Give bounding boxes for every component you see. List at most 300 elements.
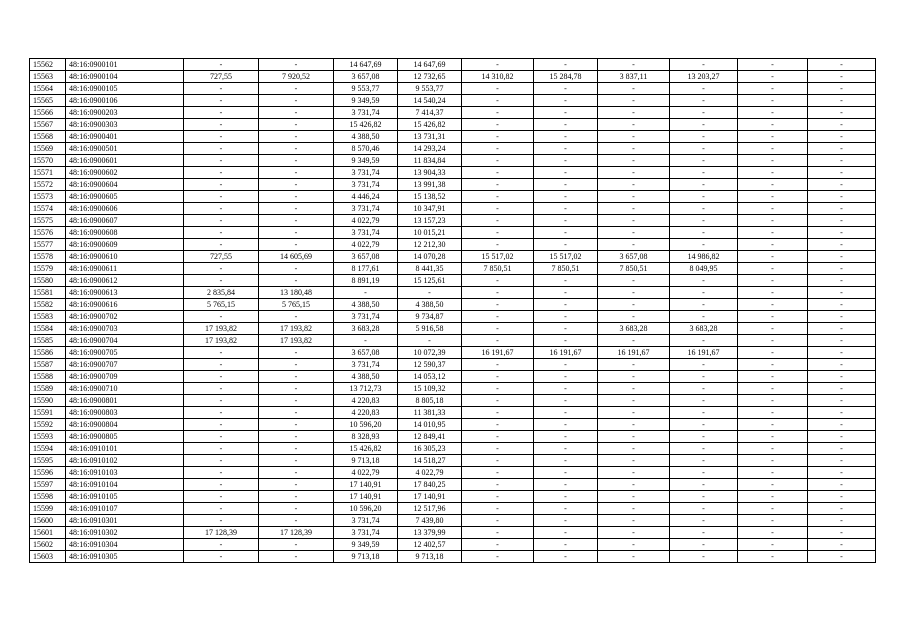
value-cell: -	[259, 419, 334, 431]
value-cell: -	[462, 143, 534, 155]
value-cell: -	[534, 95, 598, 107]
value-cell: -	[462, 407, 534, 419]
cadastral-number-cell: 48:16:0900606	[66, 203, 184, 215]
value-cell: -	[462, 299, 534, 311]
row-number-cell: 15594	[30, 443, 66, 455]
value-cell: -	[184, 167, 259, 179]
cadastral-number-cell: 48:16:0900104	[66, 71, 184, 83]
value-cell: -	[598, 167, 670, 179]
value-cell: -	[259, 239, 334, 251]
table-row	[30, 371, 876, 383]
cadastral-number-cell: 48:16:0910301	[66, 515, 184, 527]
value-cell: -	[184, 263, 259, 275]
value-cell: -	[184, 83, 259, 95]
row-number-cell: 15582	[30, 299, 66, 311]
value-cell: -	[259, 467, 334, 479]
value-cell: 7 920,52	[259, 71, 334, 83]
table-row	[30, 503, 876, 515]
value-cell: -	[598, 275, 670, 287]
row-number-cell: 15583	[30, 311, 66, 323]
value-cell: -	[259, 107, 334, 119]
cadastral-number-cell: 48:16:0900611	[66, 263, 184, 275]
value-cell: -	[738, 107, 808, 119]
table-row	[30, 179, 876, 191]
table-row	[30, 407, 876, 419]
value-cell: -	[462, 539, 534, 551]
value-cell: -	[184, 311, 259, 323]
table-row	[30, 419, 876, 431]
value-cell: -	[598, 539, 670, 551]
value-cell: -	[462, 551, 534, 563]
value-cell: -	[184, 203, 259, 215]
value-cell: -	[598, 479, 670, 491]
value-cell: -	[462, 359, 534, 371]
value-cell: -	[534, 131, 598, 143]
value-cell: -	[738, 239, 808, 251]
value-cell: -	[259, 143, 334, 155]
cadastral-number-cell: 48:16:0910105	[66, 491, 184, 503]
value-cell: -	[184, 119, 259, 131]
value-cell: -	[808, 323, 876, 335]
value-cell: -	[598, 155, 670, 167]
value-cell: -	[462, 323, 534, 335]
value-cell: -	[808, 407, 876, 419]
value-cell: 14 010,95	[398, 419, 462, 431]
value-cell: -	[598, 287, 670, 299]
value-cell: -	[184, 539, 259, 551]
value-cell: -	[738, 407, 808, 419]
value-cell: 4 220,83	[334, 407, 398, 419]
table-row	[30, 491, 876, 503]
value-cell: 13 712,73	[334, 383, 398, 395]
row-number-cell: 15584	[30, 323, 66, 335]
value-cell: -	[808, 215, 876, 227]
value-cell: -	[259, 191, 334, 203]
value-cell: -	[184, 455, 259, 467]
value-cell: -	[670, 155, 738, 167]
value-cell: -	[184, 491, 259, 503]
value-cell: 3 657,08	[598, 251, 670, 263]
value-cell: -	[259, 215, 334, 227]
value-cell: 16 191,67	[670, 347, 738, 359]
value-cell: -	[670, 167, 738, 179]
value-cell: -	[808, 455, 876, 467]
value-cell: 5 765,15	[259, 299, 334, 311]
value-cell: -	[670, 143, 738, 155]
value-cell: -	[184, 143, 259, 155]
row-number-cell: 15602	[30, 539, 66, 551]
value-cell: 13 379,99	[398, 527, 462, 539]
cadastral-number-cell: 48:16:0900803	[66, 407, 184, 419]
value-cell: -	[259, 443, 334, 455]
value-cell: -	[738, 59, 808, 71]
cadastral-number-cell: 48:16:0910102	[66, 455, 184, 467]
table-row	[30, 347, 876, 359]
value-cell: 3 731,74	[334, 227, 398, 239]
value-cell: -	[462, 527, 534, 539]
cadastral-number-cell: 48:16:0900704	[66, 335, 184, 347]
value-cell: -	[184, 407, 259, 419]
value-cell: -	[184, 347, 259, 359]
cadastral-number-cell: 48:16:0910104	[66, 479, 184, 491]
value-cell: -	[670, 215, 738, 227]
row-number-cell: 15572	[30, 179, 66, 191]
value-cell: -	[259, 227, 334, 239]
value-cell: -	[670, 383, 738, 395]
value-cell: -	[808, 347, 876, 359]
value-cell: -	[738, 83, 808, 95]
value-cell: -	[808, 527, 876, 539]
cadastral-number-cell: 48:16:0910305	[66, 551, 184, 563]
value-cell: -	[184, 95, 259, 107]
value-cell: -	[670, 491, 738, 503]
value-cell: -	[259, 311, 334, 323]
value-cell: -	[808, 227, 876, 239]
value-cell: 4 022,79	[334, 467, 398, 479]
value-cell: -	[670, 407, 738, 419]
value-cell: 9 553,77	[334, 83, 398, 95]
value-cell: -	[738, 167, 808, 179]
value-cell: -	[259, 539, 334, 551]
value-cell: -	[670, 419, 738, 431]
value-cell: -	[670, 479, 738, 491]
value-cell: 10 596,20	[334, 419, 398, 431]
value-cell: 4 388,50	[334, 131, 398, 143]
value-cell: -	[808, 503, 876, 515]
value-cell: -	[259, 515, 334, 527]
cadastral-number-cell: 48:16:0900601	[66, 155, 184, 167]
value-cell: 3 731,74	[334, 203, 398, 215]
cadastral-number-cell: 48:16:0900804	[66, 419, 184, 431]
value-cell: -	[259, 383, 334, 395]
value-cell: -	[184, 179, 259, 191]
value-cell: -	[670, 299, 738, 311]
table-row	[30, 323, 876, 335]
table-row	[30, 359, 876, 371]
value-cell: -	[598, 59, 670, 71]
value-cell: -	[808, 71, 876, 83]
value-cell: -	[670, 467, 738, 479]
value-cell: 8 441,35	[398, 263, 462, 275]
value-cell: -	[670, 95, 738, 107]
value-cell: -	[808, 59, 876, 71]
value-cell: -	[184, 371, 259, 383]
value-cell: -	[462, 167, 534, 179]
value-cell: 14 518,27	[398, 455, 462, 467]
value-cell: 12 402,57	[398, 539, 462, 551]
value-cell: -	[462, 155, 534, 167]
cadastral-number-cell: 48:16:0900203	[66, 107, 184, 119]
value-cell: 4 022,79	[334, 215, 398, 227]
value-cell: -	[670, 131, 738, 143]
cadastral-number-cell: 48:16:0910302	[66, 527, 184, 539]
value-cell: 3 657,08	[334, 347, 398, 359]
value-cell: -	[598, 419, 670, 431]
value-cell: -	[184, 107, 259, 119]
value-cell: -	[670, 443, 738, 455]
cadastral-number-cell: 48:16:0900616	[66, 299, 184, 311]
value-cell: -	[259, 263, 334, 275]
value-cell: -	[738, 539, 808, 551]
value-cell: -	[670, 395, 738, 407]
value-cell: 16 191,67	[462, 347, 534, 359]
value-cell: -	[534, 311, 598, 323]
value-cell: -	[670, 59, 738, 71]
value-cell: 17 193,82	[259, 335, 334, 347]
value-cell: -	[738, 299, 808, 311]
value-cell: -	[184, 419, 259, 431]
value-cell: -	[462, 59, 534, 71]
cadastral-number-cell: 48:16:0910107	[66, 503, 184, 515]
value-cell: -	[808, 431, 876, 443]
value-cell: -	[670, 287, 738, 299]
table-row	[30, 395, 876, 407]
row-number-cell: 15600	[30, 515, 66, 527]
value-cell: 12 517,96	[398, 503, 462, 515]
value-cell: -	[334, 335, 398, 347]
value-cell: -	[534, 527, 598, 539]
value-cell: 8 805,18	[398, 395, 462, 407]
value-cell: -	[738, 191, 808, 203]
value-cell: -	[598, 227, 670, 239]
table-row	[30, 239, 876, 251]
value-cell: -	[184, 59, 259, 71]
table-row	[30, 107, 876, 119]
value-cell: 4 220,83	[334, 395, 398, 407]
row-number-cell: 15575	[30, 215, 66, 227]
value-cell: -	[738, 287, 808, 299]
value-cell: -	[598, 359, 670, 371]
value-cell: -	[738, 335, 808, 347]
value-cell: -	[534, 431, 598, 443]
table-row	[30, 311, 876, 323]
row-number-cell: 15566	[30, 107, 66, 119]
value-cell: -	[670, 239, 738, 251]
value-cell: 13 991,38	[398, 179, 462, 191]
value-cell: -	[598, 383, 670, 395]
value-cell: 8 891,19	[334, 275, 398, 287]
cadastral-number-cell: 48:16:0900501	[66, 143, 184, 155]
value-cell: -	[462, 107, 534, 119]
value-cell: -	[534, 59, 598, 71]
value-cell: -	[534, 275, 598, 287]
value-cell: 14 310,82	[462, 71, 534, 83]
value-cell: -	[259, 95, 334, 107]
row-number-cell: 15580	[30, 275, 66, 287]
table-row	[30, 527, 876, 539]
row-number-cell: 15565	[30, 95, 66, 107]
value-cell: -	[259, 551, 334, 563]
value-cell: 13 203,27	[670, 71, 738, 83]
value-cell: 15 426,82	[334, 119, 398, 131]
value-cell: -	[738, 359, 808, 371]
value-cell: 9 713,18	[334, 455, 398, 467]
value-cell: 15 517,02	[462, 251, 534, 263]
value-cell: 12 590,37	[398, 359, 462, 371]
value-cell: 11 834,84	[398, 155, 462, 167]
value-cell: -	[184, 131, 259, 143]
value-cell: -	[808, 143, 876, 155]
value-cell: -	[462, 119, 534, 131]
value-cell: -	[808, 419, 876, 431]
cadastral-number-cell: 48:16:0900612	[66, 275, 184, 287]
value-cell: -	[738, 323, 808, 335]
value-cell: 10 072,39	[398, 347, 462, 359]
value-cell: -	[462, 503, 534, 515]
value-cell: -	[598, 239, 670, 251]
value-cell: 16 191,67	[598, 347, 670, 359]
table-row	[30, 551, 876, 563]
cadastral-number-cell: 48:16:0900105	[66, 83, 184, 95]
value-cell: -	[534, 479, 598, 491]
value-cell: -	[808, 335, 876, 347]
value-cell: -	[534, 167, 598, 179]
value-cell: -	[670, 515, 738, 527]
value-cell: -	[738, 515, 808, 527]
value-cell: -	[462, 227, 534, 239]
value-cell: -	[738, 131, 808, 143]
value-cell: -	[808, 443, 876, 455]
value-cell: -	[738, 395, 808, 407]
value-cell: -	[598, 551, 670, 563]
value-cell: -	[808, 383, 876, 395]
value-cell: -	[534, 119, 598, 131]
value-cell: -	[462, 431, 534, 443]
value-cell: -	[534, 215, 598, 227]
value-cell: 15 426,82	[398, 119, 462, 131]
value-cell: -	[534, 203, 598, 215]
value-cell: -	[808, 131, 876, 143]
table-row	[30, 515, 876, 527]
value-cell: -	[462, 335, 534, 347]
value-cell: -	[534, 179, 598, 191]
value-cell: -	[670, 431, 738, 443]
row-number-cell: 15591	[30, 407, 66, 419]
value-cell: -	[534, 371, 598, 383]
value-cell: -	[184, 479, 259, 491]
value-cell: -	[462, 179, 534, 191]
cadastral-number-cell: 48:16:0900303	[66, 119, 184, 131]
value-cell: -	[738, 143, 808, 155]
value-cell: -	[598, 371, 670, 383]
value-cell: 14 605,69	[259, 251, 334, 263]
value-cell: -	[808, 311, 876, 323]
value-cell: -	[738, 491, 808, 503]
value-cell: 17 140,91	[334, 491, 398, 503]
value-cell: -	[184, 551, 259, 563]
value-cell: -	[534, 539, 598, 551]
value-cell: -	[670, 191, 738, 203]
value-cell: -	[462, 455, 534, 467]
table-row	[30, 167, 876, 179]
row-number-cell: 15577	[30, 239, 66, 251]
value-cell: 9 349,59	[334, 539, 398, 551]
value-cell: -	[808, 275, 876, 287]
value-cell: -	[184, 227, 259, 239]
value-cell: 7 414,37	[398, 107, 462, 119]
value-cell: 4 446,24	[334, 191, 398, 203]
value-cell: -	[670, 203, 738, 215]
cadastral-number-cell: 48:16:0910103	[66, 467, 184, 479]
value-cell: 14 986,82	[670, 251, 738, 263]
cadastral-number-cell: 48:16:0900602	[66, 167, 184, 179]
row-number-cell: 15581	[30, 287, 66, 299]
value-cell: -	[184, 503, 259, 515]
value-cell: -	[534, 443, 598, 455]
value-cell: -	[259, 167, 334, 179]
row-number-cell: 15585	[30, 335, 66, 347]
value-cell: 13 904,33	[398, 167, 462, 179]
value-cell: 2 835,84	[184, 287, 259, 299]
value-cell: -	[184, 239, 259, 251]
value-cell: -	[670, 179, 738, 191]
value-cell: -	[534, 155, 598, 167]
table-row	[30, 155, 876, 167]
value-cell: -	[598, 83, 670, 95]
value-cell: -	[462, 467, 534, 479]
value-cell: -	[808, 155, 876, 167]
value-cell: -	[534, 419, 598, 431]
value-cell: 727,55	[184, 71, 259, 83]
cadastral-number-cell: 48:16:0900604	[66, 179, 184, 191]
value-cell: -	[334, 287, 398, 299]
value-cell: 9 713,18	[398, 551, 462, 563]
value-cell: -	[534, 455, 598, 467]
cadastral-number-cell: 48:16:0900613	[66, 287, 184, 299]
row-number-cell: 15586	[30, 347, 66, 359]
row-number-cell: 15571	[30, 167, 66, 179]
table-row	[30, 287, 876, 299]
table-row	[30, 431, 876, 443]
cadastral-number-cell: 48:16:0900705	[66, 347, 184, 359]
table-row	[30, 455, 876, 467]
value-cell: -	[462, 515, 534, 527]
value-cell: -	[670, 359, 738, 371]
value-cell: -	[259, 83, 334, 95]
value-cell: -	[462, 131, 534, 143]
value-cell: 14 053,12	[398, 371, 462, 383]
value-cell: -	[808, 359, 876, 371]
value-cell: -	[259, 347, 334, 359]
value-cell: 9 349,59	[334, 95, 398, 107]
table-row	[30, 263, 876, 275]
value-cell: -	[598, 431, 670, 443]
value-cell: 14 647,69	[398, 59, 462, 71]
value-cell: 17 128,39	[184, 527, 259, 539]
value-cell: -	[808, 371, 876, 383]
value-cell: -	[534, 191, 598, 203]
value-cell: -	[598, 503, 670, 515]
value-cell: -	[738, 251, 808, 263]
value-cell: -	[398, 335, 462, 347]
value-cell: 8 177,61	[334, 263, 398, 275]
value-cell: 3 731,74	[334, 107, 398, 119]
table-row	[30, 71, 876, 83]
cadastral-number-cell: 48:16:0900106	[66, 95, 184, 107]
cadastral-number-cell: 48:16:0900710	[66, 383, 184, 395]
value-cell: -	[670, 275, 738, 287]
value-cell: 8 049,95	[670, 263, 738, 275]
value-cell: -	[534, 395, 598, 407]
table-row	[30, 299, 876, 311]
value-cell: -	[462, 443, 534, 455]
value-cell: -	[738, 311, 808, 323]
value-cell: -	[534, 227, 598, 239]
value-cell: -	[598, 491, 670, 503]
value-cell: -	[808, 467, 876, 479]
row-number-cell: 15599	[30, 503, 66, 515]
value-cell: -	[808, 203, 876, 215]
